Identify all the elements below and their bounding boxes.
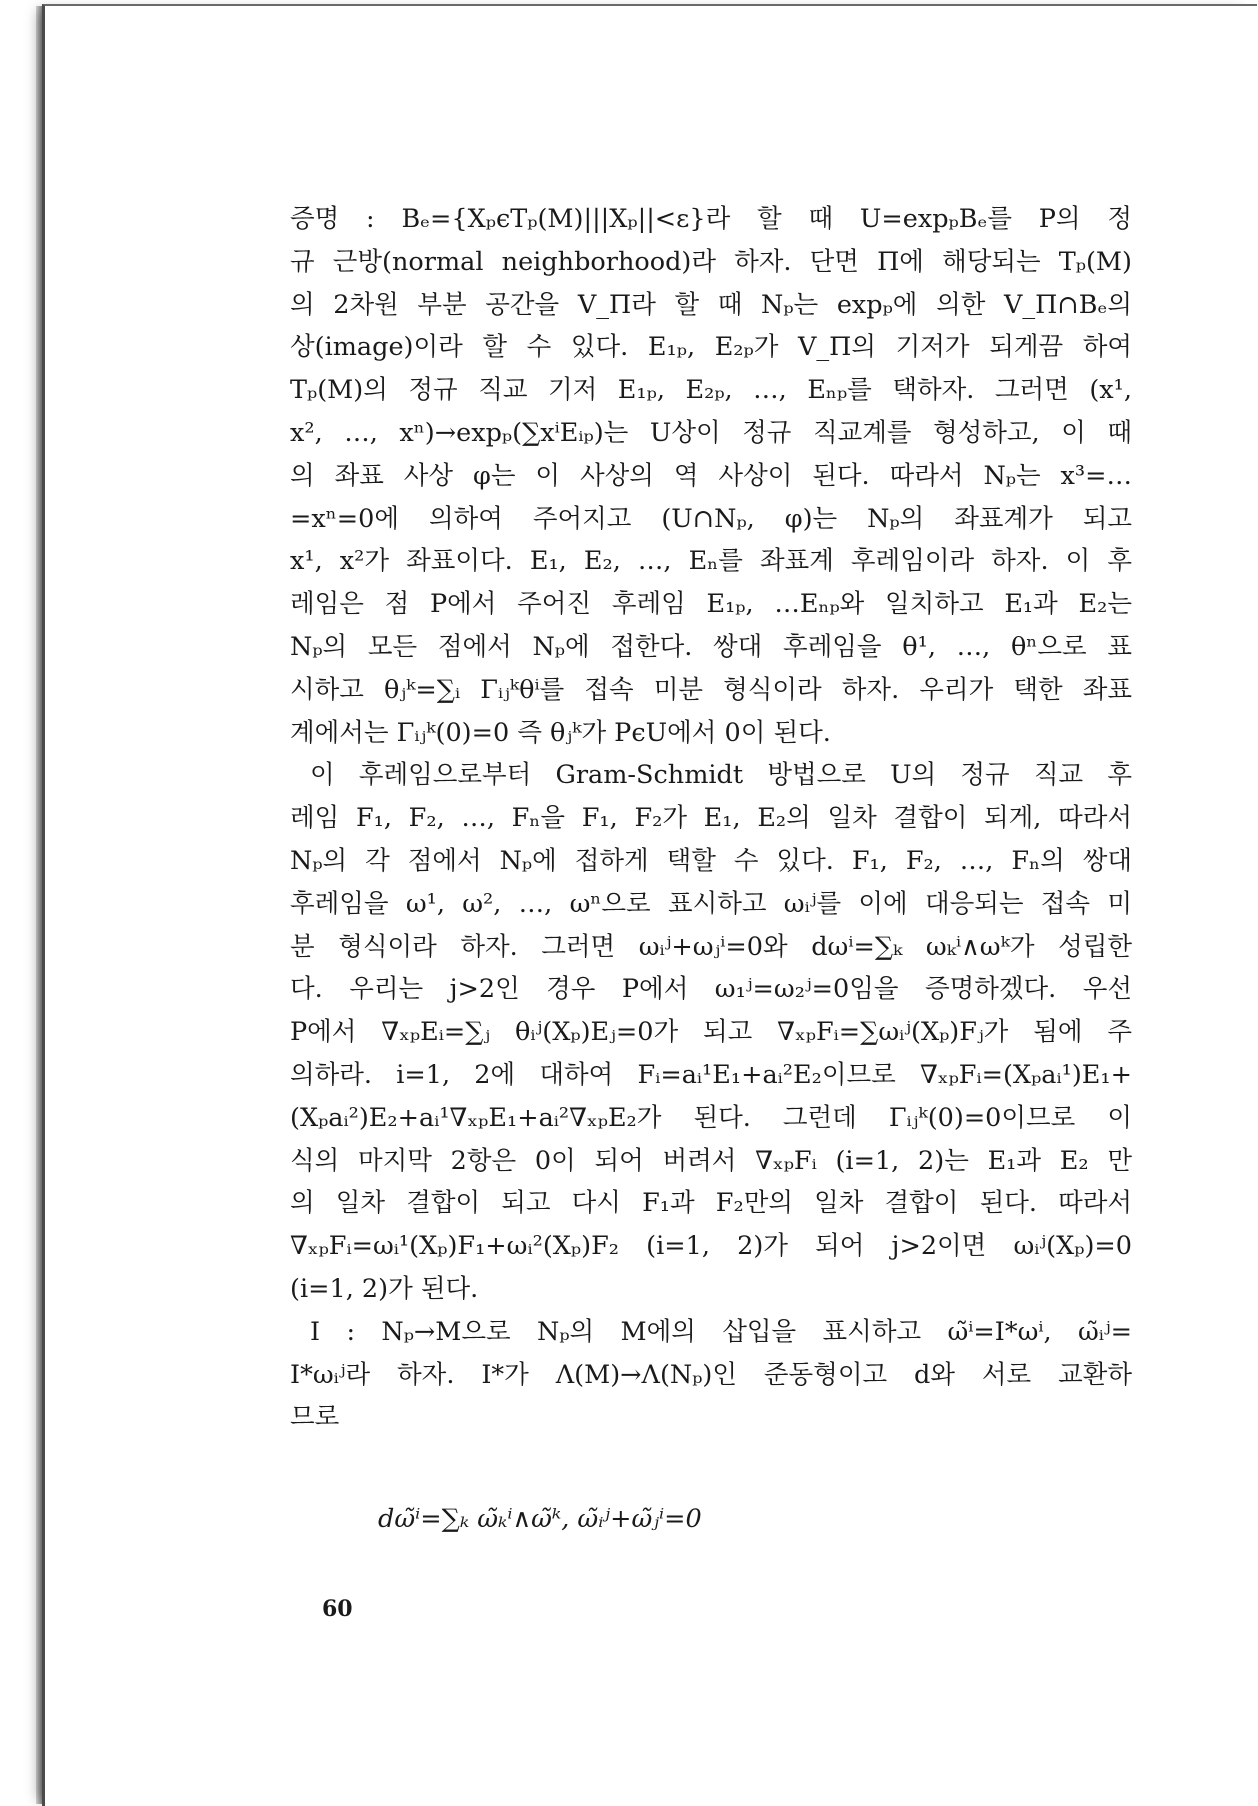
text-line: =xⁿ=0에 의하여 주어지고 (U∩Nₚ, φ)는 Nₚ의 좌표계가 되고 <box>290 503 1132 534</box>
text-line: 레임은 점 P에서 주어진 후레임 E₁ₚ, …Eₙₚ와 일치하고 E₁과 E₂는 <box>290 589 1132 620</box>
text-line: 상(image)이라 할 수 있다. E₁ₚ, E₂ₚ가 V_Π의 기저가 되게끔 하여 <box>290 332 1132 363</box>
text-line: I*ωᵢʲ라 하자. I*가 Λ(M)→Λ(Nₚ)인 준동형이고 d와 서로 교환하 <box>290 1359 1132 1390</box>
text-line: 시하고 θⱼᵏ=∑ᵢ Γᵢⱼᵏθⁱ를 접속 미분 형식이라 하자. 우리가 택한 좌표 <box>290 674 1132 705</box>
text-line: 이 후레임으로부터 Gram-Schmidt 방법으로 U의 정규 직교 후 <box>310 760 1132 791</box>
text-line: 므로 <box>290 1402 340 1433</box>
display-formula: dω̃ⁱ=∑ₖ ω̃ₖⁱ∧ω̃ᵏ, ω̃ᵢʲ+ω̃ⱼⁱ=0 <box>378 1504 702 1534</box>
text-line: 의하라. i=1, 2에 대하여 Fᵢ=aᵢ¹E₁+aᵢ²E₂이므로 ∇ₓₚFᵢ=(Xₚaᵢ¹)E₁+ <box>290 1059 1132 1090</box>
body-text <box>290 198 1132 1439</box>
text-line: 계에서는 Γᵢⱼᵏ(0)=0 즉 θⱼᵏ가 PϵU에서 0이 된다. <box>290 717 831 748</box>
paragraph-immersion <box>290 1311 1132 1439</box>
text-line: x², …, xⁿ)→expₚ(∑xⁱEᵢₚ)는 U상이 정규 직교계를 형성하고, 이 때 <box>290 417 1132 448</box>
text-line: 의 2차원 부분 공간을 V_Π라 할 때 Nₚ는 expₚ에 의한 V_Π∩Bₑ의 <box>290 289 1132 320</box>
text-line: (i=1, 2)가 된다. <box>290 1273 479 1304</box>
text-line: 식의 마지막 2항은 0이 되어 버려서 ∇ₓₚFᵢ (i=1, 2)는 E₁과 E₂ 만 <box>290 1145 1132 1176</box>
text-line: 의 좌표 사상 φ는 이 사상의 역 사상이 된다. 따라서 Nₚ는 x³=… <box>290 460 1132 491</box>
text-line: 증명 : Bₑ={XₚϵTₚ(M)|||Xₚ||<ε}라 할 때 U=expₚBₑ를 P의 정 <box>290 204 1132 234</box>
text-line: 후레임을 ω¹, ω², …, ωⁿ으로 표시하고 ωᵢʲ를 이에 대응되는 접속 미 <box>290 888 1132 919</box>
text-line: 다. 우리는 j>2인 경우 P에서 ω₁ʲ=ω₂ʲ=0임을 증명하겠다. 우선 <box>290 974 1132 1005</box>
text-line: I : Nₚ→M으로 Nₚ의 M에의 삽입을 표시하고 ω̃ⁱ=I*ωⁱ, ω̃ᵢʲ= <box>310 1316 1132 1347</box>
text-line: Nₚ의 각 점에서 Nₚ에 접하게 택할 수 있다. F₁, F₂, …, Fₙ의 쌍대 <box>290 845 1132 876</box>
text-line: 분 형식이라 하자. 그러면 ωᵢʲ+ωⱼⁱ=0와 dωⁱ=∑ₖ ωₖⁱ∧ωᵏ가 성립한 <box>290 931 1132 962</box>
text-line: x¹, x²가 좌표이다. E₁, E₂, …, Eₙ를 좌표계 후레임이라 하자. 이 후 <box>290 546 1132 577</box>
text-line: P에서 ∇ₓₚEᵢ=∑ⱼ θᵢʲ(Xₚ)Eⱼ=0가 되고 ∇ₓₚFᵢ=∑ωᵢʲ(Xₚ)Fⱼ가 됨에 주 <box>290 1017 1132 1048</box>
text-line: ∇ₓₚFᵢ=ωᵢ¹(Xₚ)F₁+ωᵢ²(Xₚ)F₂ (i=1, 2)가 되어 j>2이면 ωᵢʲ(Xₚ)=0 <box>290 1231 1132 1262</box>
paragraph-proof <box>290 198 1132 754</box>
text-line: Tₚ(M)의 정규 직교 기저 E₁ₚ, E₂ₚ, …, Eₙₚ를 택하자. 그러면 (x¹, <box>290 375 1132 406</box>
paragraph-gram-schmidt <box>290 754 1132 1310</box>
text-line: Nₚ의 모든 점에서 Nₚ에 접한다. 쌍대 후레임을 θ¹, …, θⁿ으로 표 <box>290 631 1132 662</box>
text-line: (Xₚaᵢ²)E₂+aᵢ¹∇ₓₚE₁+aᵢ²∇ₓₚE₂가 된다. 그런데 Γᵢⱼᵏ(0)=0이므로 이 <box>290 1102 1132 1133</box>
text-line: 규 근방(normal neighborhood)라 하자. 단면 Π에 해당되는 Tₚ(M) <box>290 246 1132 277</box>
text-line: 레임 F₁, F₂, …, Fₙ을 F₁, F₂가 E₁, E₂의 일차 결합이 되게, 따라서 <box>290 803 1132 834</box>
page-number: 60 <box>322 1596 353 1622</box>
text-line: 의 일차 결합이 되고 다시 F₁과 F₂만의 일차 결합이 된다. 따라서 <box>290 1188 1132 1219</box>
